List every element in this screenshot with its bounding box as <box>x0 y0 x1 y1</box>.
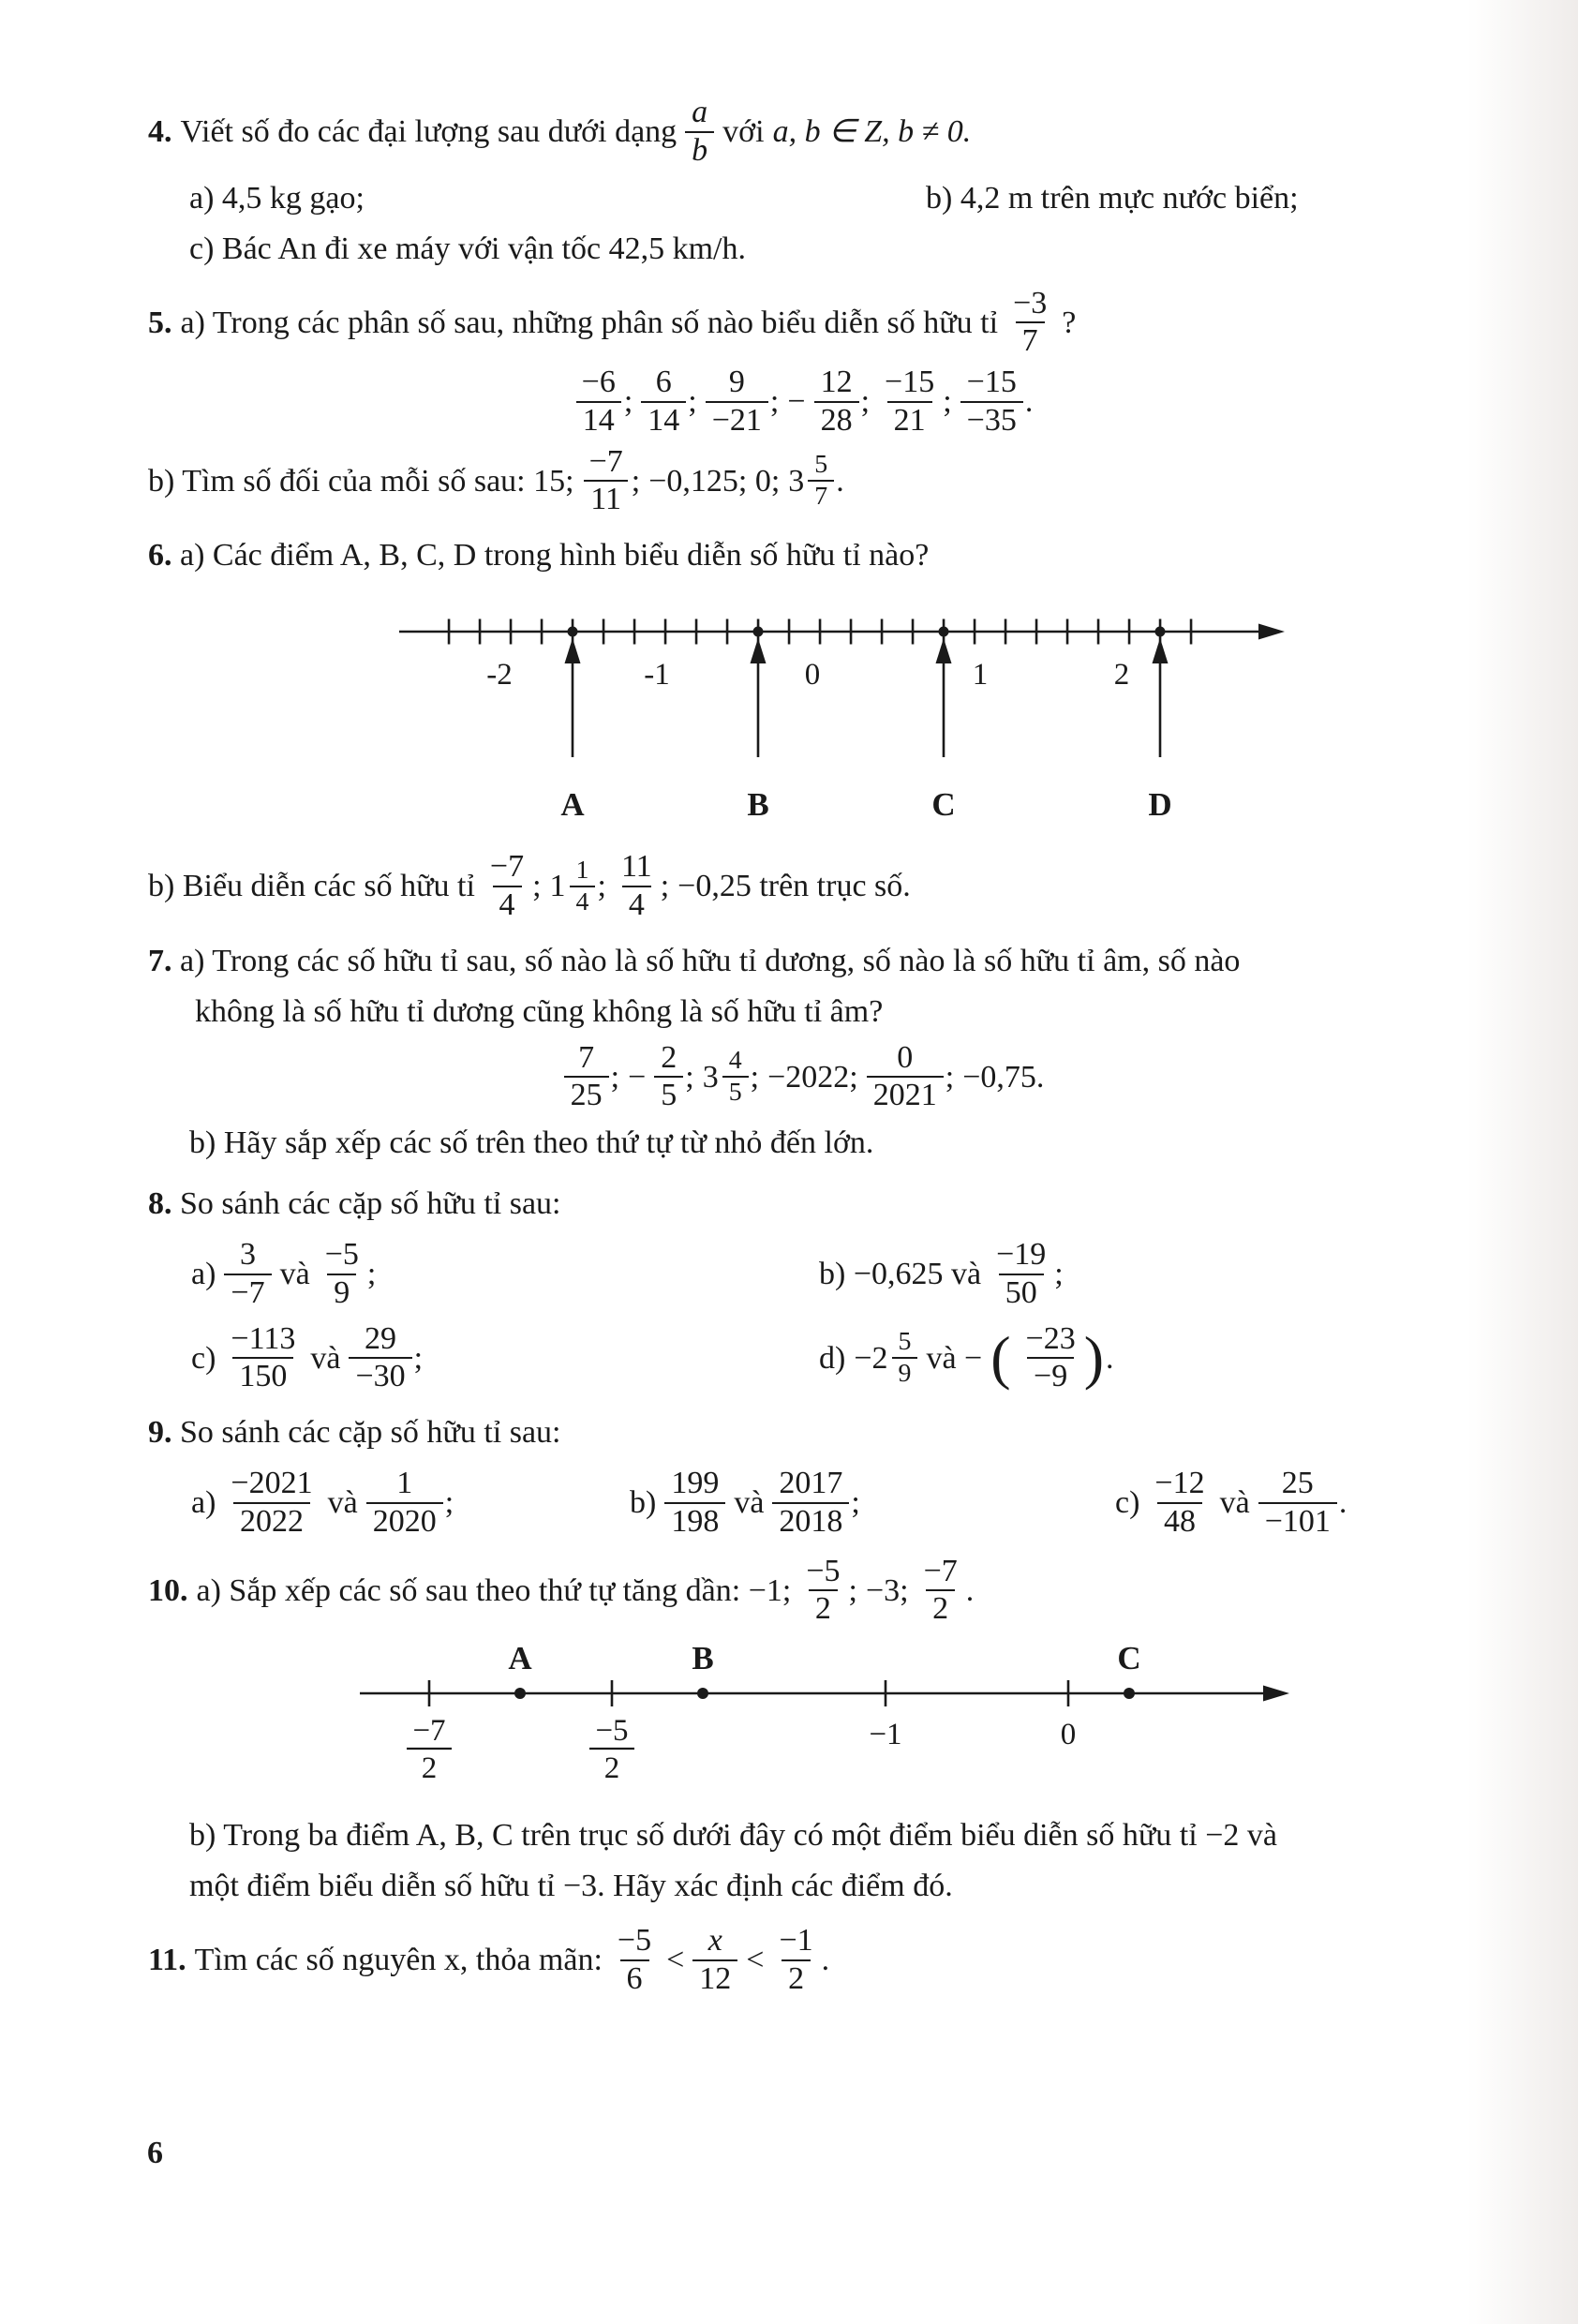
fraction-numerator: 0 <box>897 1039 914 1075</box>
fraction-denominator: 9 <box>892 1357 918 1389</box>
point-label-B: B <box>747 786 769 823</box>
ex5-item-a <box>148 286 1460 361</box>
fraction <box>1020 1321 1082 1396</box>
fraction-denominator: 198 <box>664 1502 725 1541</box>
fraction-denominator: 150 <box>232 1357 293 1395</box>
fraction-numerator: 3 <box>240 1237 257 1272</box>
fraction <box>814 365 859 439</box>
fraction-denominator: 7 <box>808 480 834 512</box>
fraction-denominator: −35 <box>960 401 1023 439</box>
ex6-numberline-svg <box>347 594 1303 830</box>
ex7-a-text1: a) Trong các số hữu tỉ sau, số nào là số hữu tỉ dương, số nào là số hữu tỉ âm, số nào <box>180 943 1241 978</box>
ex8-d-mid: và − <box>926 1340 983 1376</box>
fraction-denominator: −30 <box>349 1357 411 1395</box>
less-than-sign: < <box>666 1943 685 1978</box>
fraction-denominator: −21 <box>706 401 768 439</box>
ex5-item-b <box>148 444 1460 519</box>
ex4-number: 4. <box>148 114 172 150</box>
fraction-denominator: 4 <box>570 886 596 917</box>
ex10-item-a <box>148 1554 1460 1629</box>
fraction-denominator: 2 <box>782 1959 811 1998</box>
fraction-numerator: a <box>692 95 708 129</box>
fraction-numerator: 1 <box>575 855 589 885</box>
fraction <box>654 1040 683 1115</box>
mixed-fraction <box>892 1327 918 1389</box>
ex10-numberline-svg <box>347 1635 1303 1795</box>
left-parenthesis: ( <box>990 1324 1011 1392</box>
and-word: và <box>279 1257 310 1292</box>
fraction-numerator: −15 <box>966 365 1017 399</box>
mixed-number <box>788 450 834 512</box>
fraction <box>960 365 1023 439</box>
fraction <box>366 1466 443 1541</box>
fraction <box>641 365 686 439</box>
fraction <box>319 1237 365 1312</box>
separator: ; <box>750 1059 760 1095</box>
point-label-D: D <box>1148 786 1172 823</box>
fraction <box>615 849 659 924</box>
fraction <box>583 444 630 519</box>
separator: ; <box>631 463 641 499</box>
fraction-numerator: −5 <box>324 1237 359 1272</box>
fraction <box>772 1923 819 1998</box>
fraction-denominator: 11 <box>584 480 628 518</box>
ex6-b-end: −0,25 trên trục số. <box>677 869 911 904</box>
number-line-ex6 <box>347 594 1460 844</box>
ex6-a-text: a) Các điểm A, B, C, D trong hình biểu diễn số hữu tỉ nào? <box>180 538 930 573</box>
fraction-numerator: −5 <box>595 1714 629 1748</box>
ex5-b-text: b) Tìm số đối của mỗi số sau: 15; <box>148 463 574 499</box>
ex6-item-a <box>148 531 1460 579</box>
ex8-number: 8. <box>148 1186 172 1221</box>
separator: ; <box>848 1572 857 1608</box>
fraction-denominator: 50 <box>999 1274 1044 1312</box>
ex7-item-a-line1 <box>148 937 1460 985</box>
ex4-condition: a, b ∈ Z, b ≠ 0. <box>772 114 972 150</box>
fraction-denominator: 4 <box>622 886 651 924</box>
exercise-6 <box>148 531 1460 924</box>
fraction-numerator: 2017 <box>779 1466 843 1500</box>
tick-label: 0 <box>804 658 821 692</box>
period: . <box>1106 1340 1114 1376</box>
fraction-numerator: −7 <box>588 443 623 479</box>
fraction <box>575 365 622 439</box>
ex10-a-mid: −3; <box>865 1572 909 1608</box>
exercise-11 <box>148 1923 1460 1998</box>
fraction-denominator: 12 <box>692 1959 737 1998</box>
fraction <box>664 1466 725 1541</box>
mixed-number <box>854 1327 917 1389</box>
fraction-denominator: 4 <box>493 886 522 924</box>
separator: ; <box>623 384 633 420</box>
ex7-mid-value: −2022; <box>767 1059 858 1095</box>
fraction-denominator: −9 <box>1027 1357 1074 1395</box>
mixed-fraction <box>570 856 596 917</box>
fraction-denominator: 5 <box>722 1076 749 1108</box>
ex9-item-a <box>148 1466 630 1541</box>
separator: ; <box>860 384 871 420</box>
ex8-item-a <box>148 1237 819 1312</box>
ex7-number: 7. <box>148 943 172 978</box>
separator: ; <box>943 384 952 420</box>
fraction-numerator: −1 <box>779 1923 813 1958</box>
fraction-denominator: 28 <box>814 401 859 439</box>
separator: ; <box>610 1059 620 1095</box>
fraction-numerator: −12 <box>1154 1466 1205 1500</box>
ex6-b-text: b) Biểu diễn các số hữu tỉ <box>148 869 475 904</box>
fraction-numerator: −19 <box>996 1237 1047 1272</box>
exercise-5 <box>148 286 1460 519</box>
exercise-9 <box>148 1408 1460 1541</box>
ex8-d-label: d) <box>819 1340 846 1376</box>
ex8-item-c <box>148 1321 819 1396</box>
fraction-denominator: 14 <box>576 401 621 439</box>
fraction <box>917 1554 964 1629</box>
ex8-a-label: a) <box>191 1257 216 1292</box>
fraction-denominator: 2021 <box>867 1076 944 1114</box>
tick-label: 0 <box>1060 1718 1077 1751</box>
ex8-head-text: So sánh các cặp số hữu tỉ sau: <box>180 1186 561 1221</box>
fraction-numerator: −2021 <box>231 1466 313 1500</box>
tick-label: 2 <box>1113 658 1130 692</box>
period: . <box>1024 384 1034 420</box>
ex7-item-a-line2: không là số hữu tỉ dương cũng không là số hữu tỉ âm? <box>195 993 884 1029</box>
ex4-item-a: a) 4,5 kg gạo; <box>189 180 365 216</box>
fraction <box>224 1237 271 1312</box>
minus-sign: − <box>787 384 806 420</box>
tick-label: -1 <box>644 658 670 692</box>
fraction <box>772 1466 849 1541</box>
and-word: và <box>734 1485 765 1521</box>
ex4-intro-text: Viết số đo các đại lượng sau dưới dạng <box>180 114 677 150</box>
ex11-text: Tìm các số nguyên x, thỏa mãn: <box>194 1943 603 1978</box>
fraction-numerator: −7 <box>489 849 525 884</box>
fraction-ab <box>685 95 714 170</box>
fraction-denominator: 25 <box>564 1076 609 1114</box>
ex6-number: 6. <box>148 538 172 573</box>
fraction-denominator: 14 <box>641 401 686 439</box>
separator: ; <box>597 869 606 904</box>
point-label-C: C <box>931 786 956 823</box>
ex4-item-c: c) Bác An đi xe máy với vận tốc 42,5 km/h. <box>189 231 746 266</box>
ex8-item-d <box>819 1321 1114 1396</box>
fraction-numerator: 5 <box>898 1327 912 1357</box>
ex8-item-b <box>819 1237 1064 1312</box>
point-label-B: B <box>692 1640 714 1676</box>
fraction-numerator: 5 <box>814 450 828 480</box>
fraction-numerator: 1 <box>396 1466 413 1500</box>
fraction-denominator: 9 <box>327 1274 356 1312</box>
fraction-denominator: 2022 <box>233 1502 310 1541</box>
fraction-denominator: 2 <box>809 1589 838 1628</box>
ex9-row <box>148 1466 1460 1541</box>
mixed-fraction <box>722 1046 749 1108</box>
fraction <box>224 1466 319 1541</box>
separator: ; <box>532 869 542 904</box>
ex9-heading <box>148 1408 1460 1456</box>
fraction <box>799 1554 846 1629</box>
fraction-numerator: −7 <box>923 1553 958 1588</box>
mixed-whole: 1 <box>549 869 566 904</box>
ex4-intro-mid: với <box>722 114 765 150</box>
fraction-minus3-7 <box>1006 286 1053 361</box>
number-line-ex10 <box>347 1635 1460 1809</box>
ex8-b-label: b) −0,625 và <box>819 1257 982 1292</box>
fraction-numerator: 11 <box>620 849 652 884</box>
page-number: 6 <box>147 2136 163 2170</box>
ex9-c-label: c) <box>1115 1485 1140 1521</box>
mixed-whole: 3 <box>788 463 805 499</box>
separator: ; <box>1054 1257 1064 1292</box>
ex9-a-label: a) <box>191 1485 216 1521</box>
period: . <box>965 1572 975 1608</box>
point-label-C: C <box>1117 1640 1141 1676</box>
ex4-item-b: b) 4,2 m trên mực nước biển; <box>926 180 1299 216</box>
ex11-number: 11. <box>148 1943 186 1978</box>
fraction <box>990 1237 1052 1312</box>
separator: ; <box>413 1340 424 1376</box>
separator: ; <box>366 1257 377 1292</box>
and-word: và <box>327 1485 358 1521</box>
ex7-end-value: −0,75. <box>962 1059 1045 1095</box>
ex10-a-text: a) Sắp xếp các số sau theo thứ tự tăng dần: −1; <box>196 1572 792 1608</box>
ex5-a-question-mark: ? <box>1062 305 1077 340</box>
fraction <box>349 1321 411 1396</box>
tick-label: −1 <box>869 1718 902 1751</box>
fraction-numerator: 2 <box>661 1039 677 1075</box>
fraction-denominator: b <box>685 131 714 170</box>
less-than-sign: < <box>746 1943 765 1978</box>
exercise-4 <box>148 95 1460 273</box>
fraction-denominator: 2 <box>421 1751 438 1785</box>
ex8-c-label: c) <box>191 1340 216 1376</box>
fraction-denominator: 7 <box>1016 321 1045 360</box>
fraction-numerator: −5 <box>617 1923 652 1958</box>
fraction <box>224 1321 302 1396</box>
ex6-item-b <box>148 849 1460 924</box>
tick-label: 1 <box>972 658 989 692</box>
mixed-number <box>550 856 596 917</box>
fraction-denominator: 21 <box>887 401 932 439</box>
separator: ; <box>660 869 670 904</box>
period: . <box>821 1943 830 1978</box>
axis-arrowhead <box>1263 1686 1289 1702</box>
mixed-fraction <box>808 450 834 512</box>
period: . <box>1338 1485 1347 1521</box>
ex7-item-b: b) Hãy sắp xếp các số trên theo thứ tự từ nhỏ đến lớn. <box>189 1125 874 1160</box>
ex9-item-b <box>630 1466 1115 1541</box>
right-parenthesis: ) <box>1083 1324 1105 1392</box>
fraction-numerator: −15 <box>885 365 935 399</box>
period: . <box>836 463 844 499</box>
fraction-denominator: −101 <box>1258 1502 1337 1541</box>
ex4-items-ab <box>189 174 1460 222</box>
fraction-numerator: 29 <box>365 1320 397 1356</box>
minus-sign: − <box>628 1059 647 1095</box>
fraction-numerator: 4 <box>728 1046 742 1076</box>
fraction <box>564 1040 609 1115</box>
ex5-number: 5. <box>148 305 172 340</box>
fraction-denominator: 5 <box>654 1076 683 1114</box>
ex8-heading <box>148 1180 1460 1228</box>
exercise-8 <box>148 1180 1460 1395</box>
ex11-statement <box>148 1923 1460 1998</box>
ex8-row-1 <box>148 1237 1460 1312</box>
mixed-whole: 3 <box>702 1059 719 1095</box>
fraction-denominator: 48 <box>1157 1502 1202 1541</box>
fraction-numerator: 25 <box>1281 1466 1314 1500</box>
fraction-denominator: 2 <box>603 1751 620 1785</box>
and-word: và <box>310 1340 341 1376</box>
ex10-item-b-line1: b) Trong ba điểm A, B, C trên trục số dưới đây có một điểm biểu diễn số hữu tỉ −2 và <box>189 1818 1277 1853</box>
point-label-A: A <box>560 786 585 823</box>
fraction <box>1148 1466 1211 1541</box>
fraction <box>692 1923 737 1998</box>
separator: ; <box>444 1485 454 1521</box>
ex10-item-b-line2: một điểm biểu diễn số hữu tỉ −3. Hãy xác định các điểm đó. <box>189 1869 953 1903</box>
fraction <box>484 849 530 924</box>
fraction <box>1258 1466 1337 1541</box>
exercise-7 <box>148 937 1460 1168</box>
fraction-numerator: 7 <box>578 1039 595 1075</box>
ex8-row-2 <box>148 1321 1460 1396</box>
fraction <box>706 365 768 439</box>
fraction <box>867 1040 944 1115</box>
fraction-numerator: −113 <box>231 1320 296 1356</box>
fraction-denominator: 2 <box>926 1589 955 1628</box>
fraction-numerator: 9 <box>728 365 745 399</box>
ex10-number: 10. <box>148 1572 188 1608</box>
axis-arrowhead <box>1258 624 1285 640</box>
mixed-number <box>703 1046 749 1108</box>
fraction-numerator: −7 <box>412 1714 446 1748</box>
ex5-a-text: a) Trong các phân số sau, những phân số nào biểu diễn số hữu tỉ <box>180 305 999 340</box>
ex9-b-label: b) <box>630 1485 657 1521</box>
ex4-intro-line <box>148 95 1460 170</box>
fraction-numerator: x <box>707 1923 722 1958</box>
fraction-denominator: 2020 <box>366 1502 443 1541</box>
exercise-10 <box>148 1554 1460 1911</box>
separator: ; <box>945 1059 955 1095</box>
fraction-numerator: 199 <box>671 1466 720 1500</box>
fraction <box>611 1923 658 1998</box>
tick-label: -2 <box>486 658 513 692</box>
separator: ; <box>685 1059 694 1095</box>
separator: ; <box>851 1485 860 1521</box>
fraction-numerator: 12 <box>820 365 853 399</box>
fraction-numerator: −23 <box>1025 1320 1076 1356</box>
fraction-denominator: −7 <box>224 1274 271 1312</box>
separator: ; <box>769 384 780 420</box>
mixed-whole: −2 <box>854 1340 888 1376</box>
fraction-numerator: −6 <box>581 365 616 399</box>
fraction-numerator: −5 <box>806 1553 841 1588</box>
point-label-A: A <box>508 1640 532 1676</box>
ex5-fraction-list <box>148 365 1460 439</box>
fraction-numerator: 6 <box>655 365 672 399</box>
ex5-b-mid: −0,125; 0; <box>648 463 781 499</box>
ex9-head-text: So sánh các cặp số hữu tỉ sau: <box>180 1415 561 1450</box>
separator: ; <box>688 384 697 420</box>
and-word: và <box>1219 1485 1250 1521</box>
ex7-number-list <box>148 1040 1460 1115</box>
ex9-item-c <box>1115 1466 1347 1541</box>
fraction-denominator: 6 <box>620 1959 649 1998</box>
fraction-numerator: −3 <box>1013 285 1048 320</box>
ex9-number: 9. <box>148 1415 172 1450</box>
fraction <box>878 365 941 439</box>
fraction-denominator: 2018 <box>772 1502 849 1541</box>
